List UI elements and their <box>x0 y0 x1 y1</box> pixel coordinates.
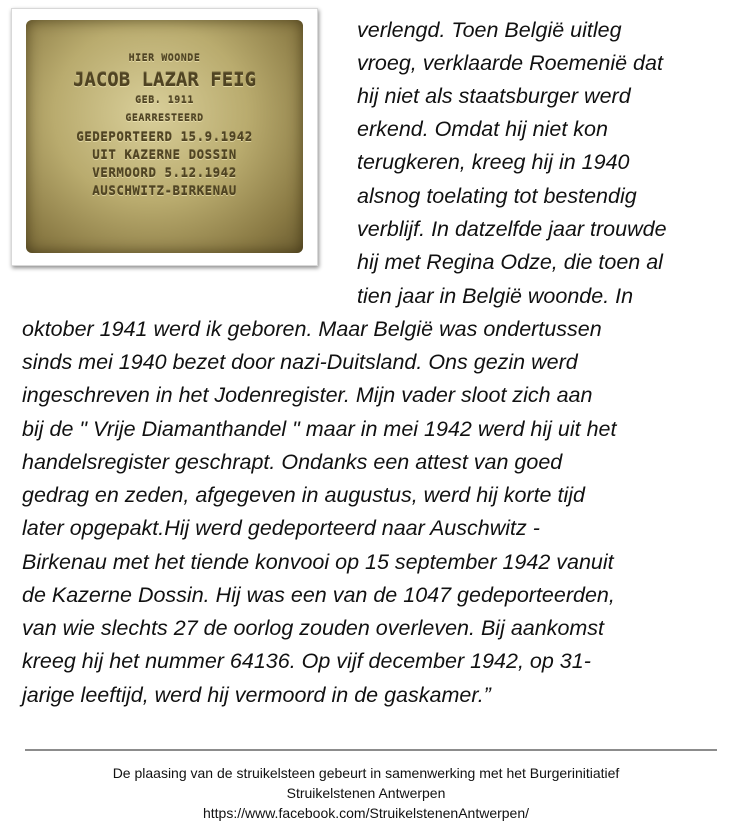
body-line: hij niet als staatsburger werd <box>357 84 631 108</box>
stone-line: HIER WOONDE <box>128 53 201 64</box>
body-line: bij de " Vrije Diamanthandel " maar in mei 1942 werd hij uit het <box>22 417 617 441</box>
footer-line-1: De plaasing van de struikelsteen gebeurt in samenwerking met het Burgerinitiatief <box>112 765 620 781</box>
footer-divider <box>25 749 717 751</box>
stumbling-stone-image <box>26 20 303 253</box>
body-line: oktober 1941 werd ik geboren. Maar België was ondertussen <box>22 317 602 341</box>
body-line: kreeg hij het nummer 64136. Op vijf december 1942, op 31- <box>22 649 591 673</box>
body-line: Birkenau met het tiende konvooi op 15 september 1942 vanuit <box>22 550 614 574</box>
footer-link[interactable]: https://www.facebook.com/StruikelstenenAntwerpen/ <box>202 805 530 821</box>
body-line: jarige leeftijd, werd hij vermoord in de gaskamer.” <box>22 683 491 707</box>
body-line: verblijf. In datzelfde jaar trouwde <box>357 217 667 241</box>
body-line: handelsregister geschrapt. Ondanks een attest van goed <box>22 450 563 474</box>
body-line: verlengd. Toen België uitleg <box>357 18 622 42</box>
body-line: hij met Regina Odze, die toen al <box>357 250 663 274</box>
stone-name-line: JACOB LAZAR FEIG <box>72 69 257 91</box>
body-line: terugkeren, kreeg hij in 1940 <box>357 150 630 174</box>
body-line: vroeg, verklaarde Roemenië dat <box>357 51 663 75</box>
body-line: sinds mei 1940 bezet door nazi-Duitsland. Ons gezin werd <box>22 350 578 374</box>
stone-line: GEARRESTEERD <box>125 113 204 124</box>
stone-inscription <box>26 50 303 200</box>
stone-photo-frame <box>11 8 318 266</box>
body-line: van wie slechts 27 de oorlog zouden overleven. Bij aankomst <box>22 616 605 640</box>
body-line: later opgepakt.Hij werd gedeporteerd naar Auschwitz - <box>22 516 540 540</box>
body-line: alsnog toelating tot bestendig <box>357 184 637 208</box>
footer-line-2: Struikelstenen Antwerpen <box>286 785 446 801</box>
body-line: erkend. Omdat hij niet kon <box>357 117 608 141</box>
body-line: de Kazerne Dossin. Hij was een van de 1047 gedeporteerden, <box>22 583 615 607</box>
stone-line: GEDEPORTEERD 15.9.1942 <box>76 129 253 144</box>
stone-line: UIT KAZERNE DOSSIN <box>92 147 237 162</box>
stone-line: AUSCHWITZ-BIRKENAU <box>92 183 237 198</box>
stone-line: GEB. 1911 <box>135 95 194 106</box>
body-line: gedrag en zeden, afgegeven in augustus, werd hij korte tijd <box>22 483 585 507</box>
body-line: ingeschreven in het Jodenregister. Mijn vader sloot zich aan <box>22 383 593 407</box>
stone-line: VERMOORD 5.12.1942 <box>92 165 237 180</box>
body-line: tien jaar in België woonde. In <box>357 284 634 308</box>
